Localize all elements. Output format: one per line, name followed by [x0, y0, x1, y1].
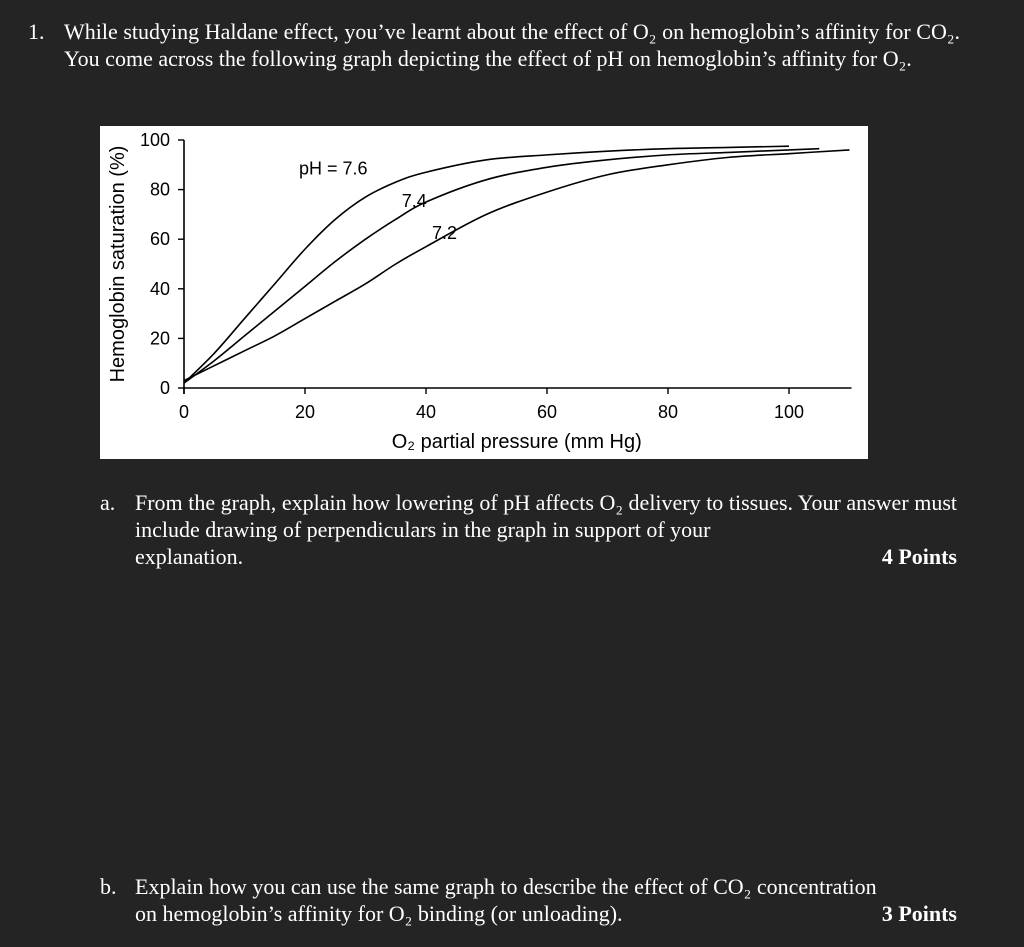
part-a-text: From the graph, explain how lowering of pH affects O₂ delivery to tissues. Your answer must include drawing of perpendiculars in the graph in support of your: [135, 490, 957, 542]
x-tick-label: 60: [536, 402, 558, 422]
y-axis-label: Hemoglobin saturation (%): [107, 145, 129, 383]
x-tick-label: 80: [657, 402, 679, 422]
chart-svg: [100, 126, 868, 459]
y-tick-label: 0: [159, 378, 170, 398]
y-tick-label: 60: [149, 229, 170, 250]
curve-ph-7-6: [184, 146, 789, 383]
question-number: 1.: [28, 19, 45, 44]
y-tick-label: 100: [139, 130, 170, 150]
curve-label-ph-7-4: 7.4: [401, 190, 427, 211]
y-tick-label: 80: [149, 179, 170, 200]
x-tick-label: 40: [415, 402, 437, 422]
part-b-text-end: on hemoglobin’s affinity for O₂ binding (or unloading).: [135, 901, 623, 926]
y-tick-label: 40: [149, 278, 170, 299]
curve-label-ph-7-2: 7.2: [432, 223, 458, 244]
question-text: While studying Haldane effect, you’ve learnt about the effect of O₂ on hemoglobin’s affinity for CO₂. You come across the following graph depicting the effect of pH on hemoglobin’s affinity for O₂.: [64, 19, 960, 71]
part-b-points: 3 Points: [881, 901, 957, 926]
curve-ph-7-4: [184, 149, 819, 383]
oxygen-dissociation-chart: [100, 126, 868, 459]
part-a-points: 4 Points: [881, 544, 957, 569]
part-b-text: Explain how you can use the same graph to describe the effect of CO₂ concentration: [135, 874, 877, 899]
part-b-label: b.: [100, 874, 117, 899]
curve-label-ph-7-6: pH = 7.6: [298, 158, 368, 179]
x-axis-label: O₂ partial pressure (mm Hg): [391, 431, 642, 453]
y-tick-label: 20: [149, 328, 170, 349]
x-tick-label: 100: [773, 402, 805, 422]
curve-ph-7-2: [184, 150, 850, 381]
part-a-label: a.: [100, 490, 116, 515]
x-tick-label: 20: [294, 402, 316, 422]
x-tick-label: 0: [178, 402, 190, 422]
part-a-text-end: explanation.: [135, 544, 244, 569]
